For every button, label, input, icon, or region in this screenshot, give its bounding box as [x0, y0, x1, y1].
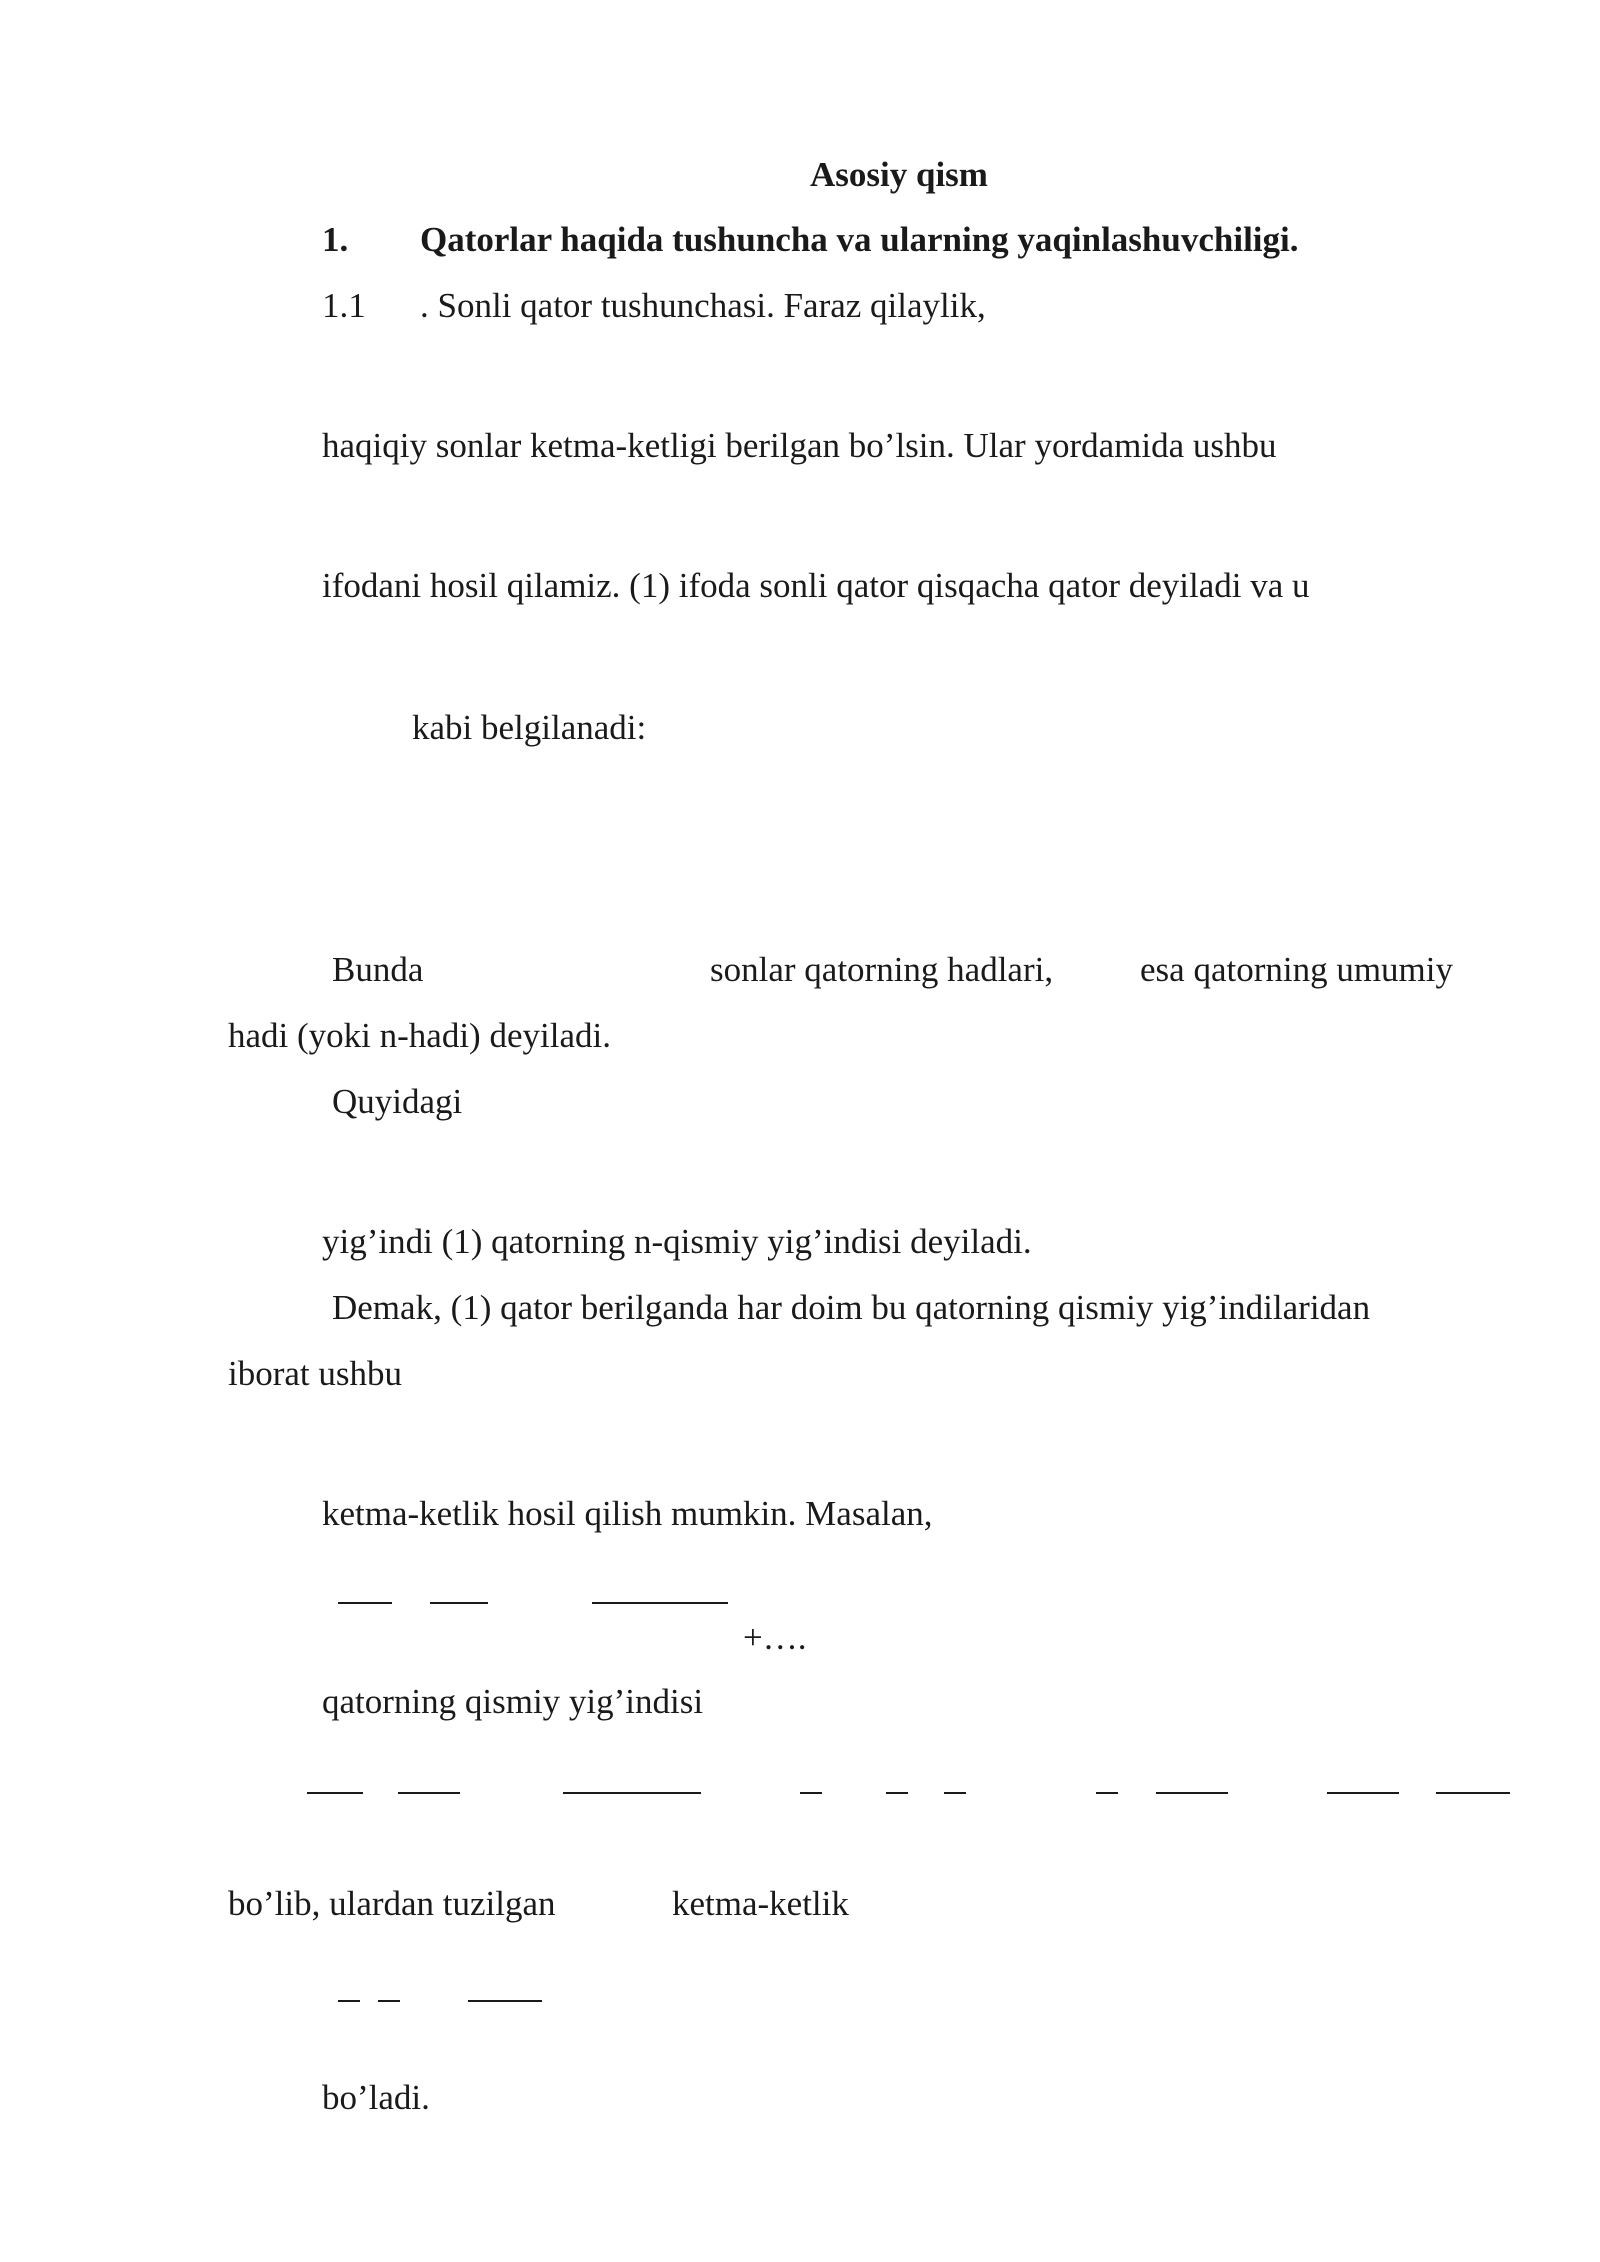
paragraph-12: bo’ladi.	[322, 2078, 430, 2117]
paragraph-11-end: ketma-ketlik	[672, 1884, 849, 1923]
section-number: 1.	[322, 220, 349, 259]
formula-continuation: +….	[743, 1618, 807, 1657]
formula-overline	[800, 1792, 822, 1794]
section-heading: Qatorlar haqida tushuncha va ularning yaqinlashuvchiligi.	[420, 220, 1299, 259]
formula-overline	[430, 1602, 488, 1604]
formula-overline	[378, 2000, 400, 2002]
subsection-number: 1.1	[322, 286, 366, 325]
formula-overline	[886, 1792, 908, 1794]
paragraph-7: Demak, (1) qator berilganda har doim bu qatorning qismiy yig’indilaridan	[332, 1288, 1371, 1327]
formula-overline	[398, 1792, 460, 1794]
paragraph-10: qatorning qismiy yig’indisi	[322, 1682, 704, 1721]
formula-overline	[1156, 1792, 1228, 1794]
subsection-text: . Sonli qator tushunchasi. Faraz qilaylik,	[420, 286, 986, 325]
formula-overline	[338, 2000, 360, 2002]
formula-overline	[468, 2000, 542, 2002]
formula-overline	[307, 1792, 363, 1794]
formula-overline	[1436, 1792, 1510, 1794]
formula-overline	[1096, 1792, 1118, 1794]
paragraph-5: Quyidagi	[332, 1082, 463, 1121]
paragraph-4-end: esa qatorning umumiy	[1140, 950, 1454, 989]
paragraph-4-start: Bunda	[332, 950, 424, 989]
paragraph-1: haqiqiy sonlar ketma-ketligi berilgan bo’lsin. Ular yordamida ushbu	[322, 426, 1277, 465]
paragraph-3: kabi belgilanadi:	[412, 708, 647, 747]
paragraph-4-continued: hadi (yoki n-hadi) deyiladi.	[228, 1016, 611, 1055]
paragraph-4-middle: sonlar qatorning hadlari,	[710, 950, 1054, 989]
paragraph-11: bo’lib, ulardan tuzilgan	[228, 1884, 556, 1923]
formula-overline	[592, 1602, 728, 1604]
paragraph-7-continued: iborat ushbu	[228, 1354, 403, 1393]
formula-overline	[944, 1792, 966, 1794]
paragraph-6: yig’indi (1) qatorning n-qismiy yig’indisi deyiladi.	[322, 1222, 1032, 1261]
paragraph-8: ketma-ketlik hosil qilish mumkin. Masalan,	[322, 1494, 933, 1533]
page-title: Asosiy qism	[810, 155, 988, 194]
formula-overline	[1327, 1792, 1399, 1794]
paragraph-2: ifodani hosil qilamiz. (1) ifoda sonli qator qisqacha qator deyiladi va u	[322, 566, 1310, 605]
formula-overline	[563, 1792, 701, 1794]
formula-overline	[338, 1602, 392, 1604]
